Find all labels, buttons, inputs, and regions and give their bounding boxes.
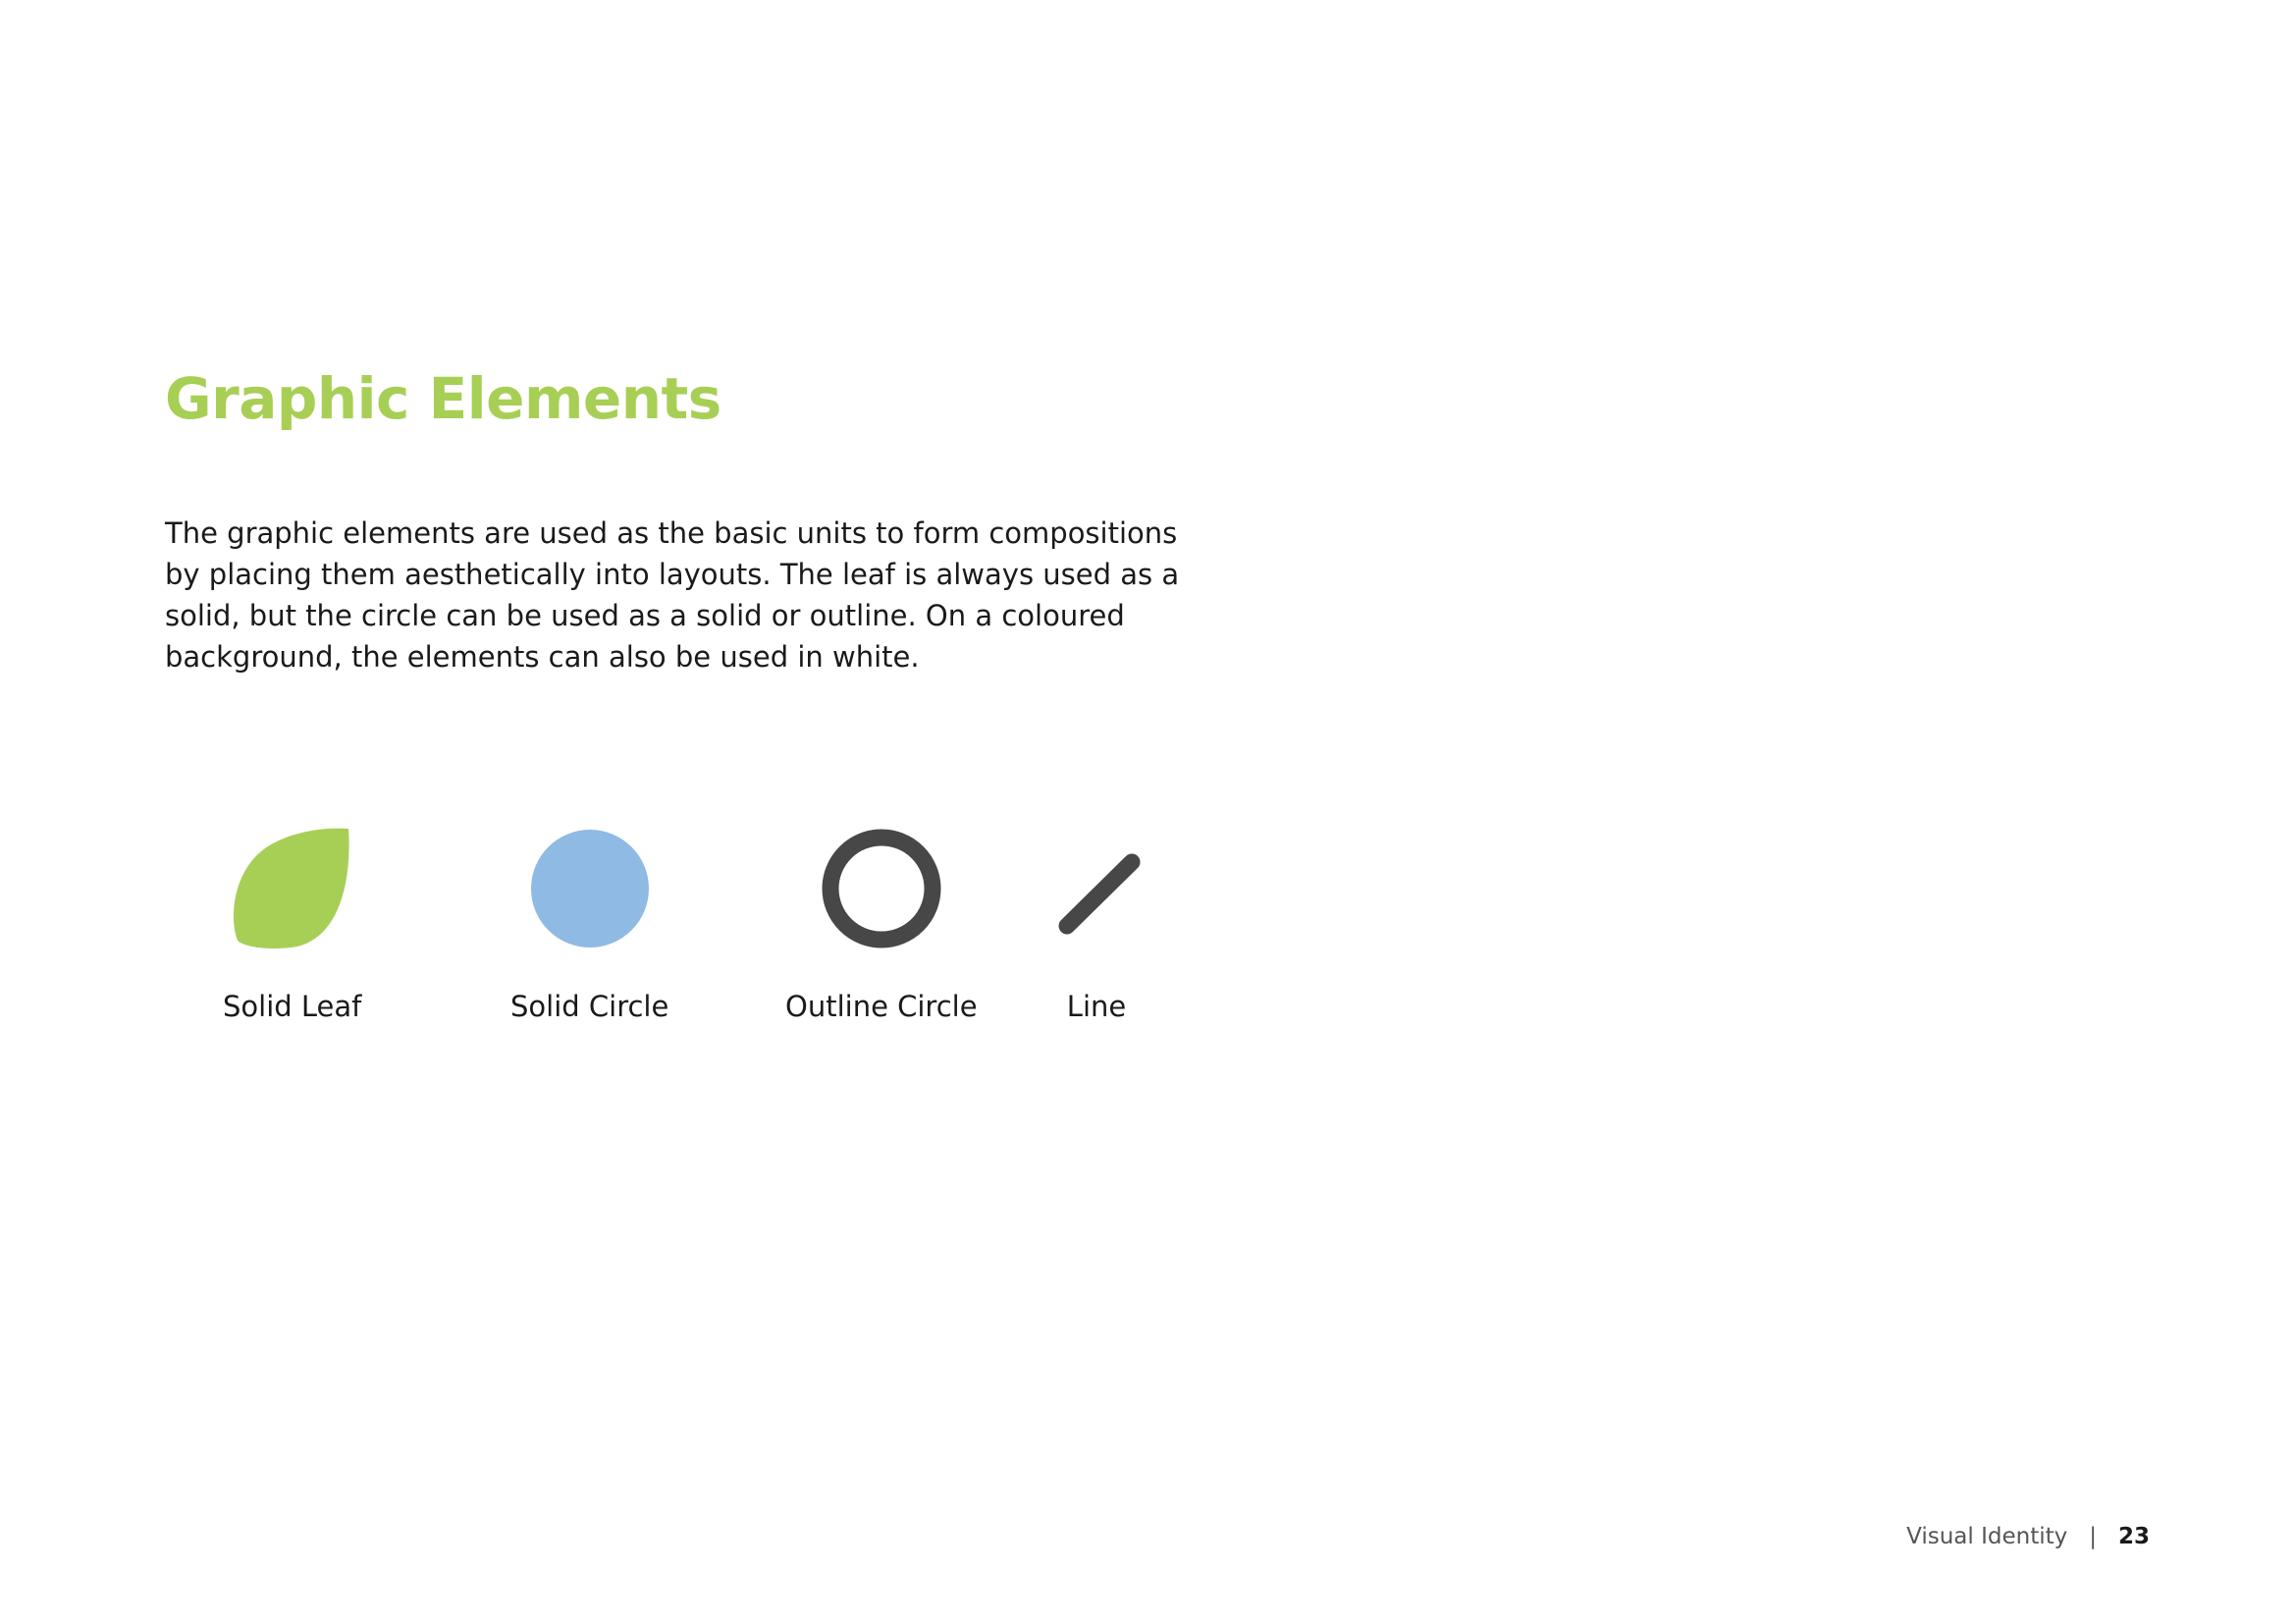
element-label: Solid Circle — [510, 990, 669, 1023]
element-label: Outline Circle — [785, 990, 978, 1023]
element-solid-leaf — [223, 825, 361, 1024]
circle-icon — [526, 825, 654, 952]
line-icon — [1033, 825, 1160, 952]
footer-divider: | — [2089, 1524, 2097, 1549]
element-outline-circle — [785, 825, 978, 1024]
ring-icon — [818, 825, 945, 952]
element-label: Solid Leaf — [223, 990, 362, 1023]
page-number: 23 — [2117, 1524, 2150, 1549]
intro-paragraph: The graphic elements are used as the basic units to form compositions by placing them aesthetically into layouts. The leaf is always used as a solid, but the circle can be used as a solid or outline. On a coloured background, the elements can also be used in white. — [165, 516, 1180, 674]
footer-section-label: Visual Identity — [1906, 1524, 2068, 1549]
leaf-icon — [229, 825, 356, 952]
element-label: Line — [1066, 990, 1127, 1023]
element-solid-circle — [510, 825, 668, 1024]
page-title: Graphic Elements — [165, 365, 721, 432]
element-line — [1033, 825, 1160, 1024]
page-footer — [1906, 1526, 2150, 1548]
